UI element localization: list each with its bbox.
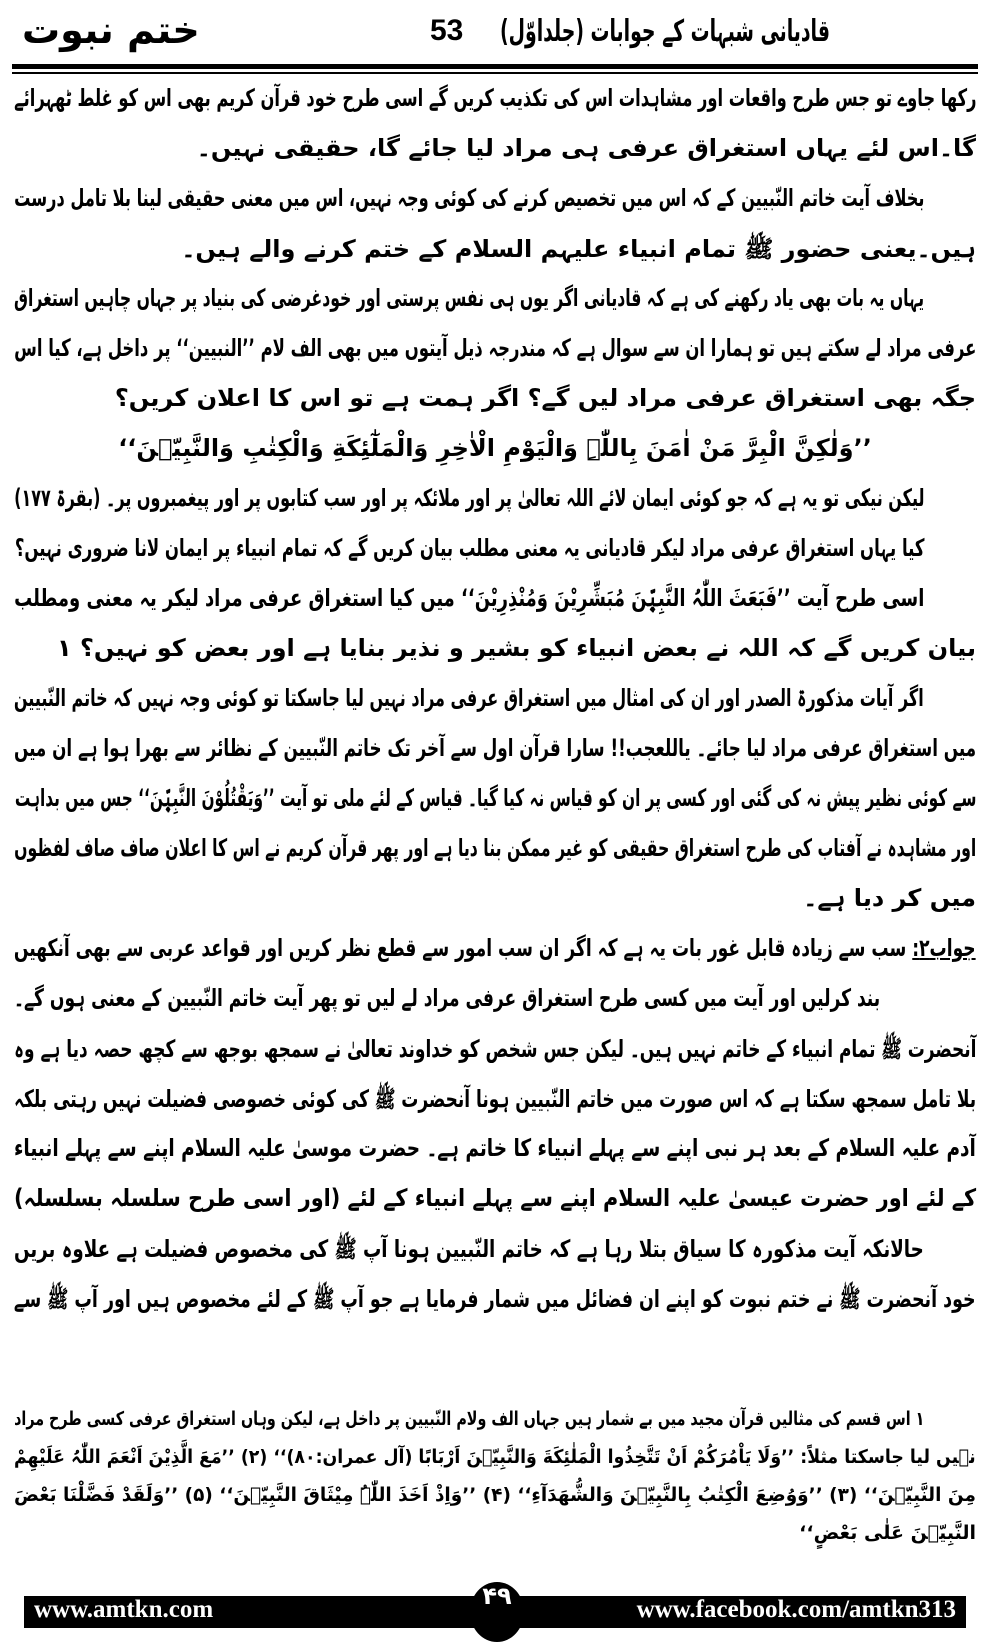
brand-title: ختم نبوت [22, 8, 200, 52]
text-line: بیان کریں گے کہ اللہ نے بعض انبیاء کو بشیر و نذیر بنایا ہے اور بعض کو نہیں؟ ۱ [56, 634, 976, 662]
text-line: حالانکہ آیت مذکورہ کا سیاق بتلا رہا ہے کہ خاتم النّبیین ہونا آپ ﷺ کی مخصوص فضیلت ہے علاوہ بریں [14, 1235, 924, 1263]
text-line: سے کوئی نظیر پیش نہ کی گئی اور کسی پر ان کو قیاس نہ کیا گیا۔ قیاس کے لئے ملی تو آیت ’’وَیَقْتُلُوْنَ النَّبِیّٖنَ‘‘ جس میں بداہت [14, 784, 976, 812]
answer-line: جواب۲: سب سے زیادہ قابل غور بات یہ ہے کہ اگر ان سب امور سے قطع نظر کریں اور قواعد عربی سے بھی آنکھیں [14, 934, 976, 962]
text-line: خود آنحضرت ﷺ نے ختم نبوت کو اپنے ان فضائل میں شمار فرمایا ہے جو آپ ﷺ کے لئے مخصوص ہیں اور آپ ﷺ سے [14, 1285, 976, 1313]
text-line: ہیں۔یعنی حضور ﷺ تمام انبیاء علیہم السلام کے ختم کرنے والے ہیں۔ [181, 235, 976, 263]
book-title: قادیانی شبہات کے جوابات (جلداوّل) [500, 14, 830, 49]
footnote-line: النَّبِیّٖنَ عَلٰی بَعْضٍ‘‘ [799, 1522, 976, 1544]
page-body [14, 84, 976, 1334]
text-line: بند کرلیں اور آیت میں کسی طرح استغراق عرفی مراد لے لیں تو پھر آیت خاتم النّبیین کے معنی ہوں گے۔ [13, 984, 880, 1012]
page-number: 53 [430, 14, 464, 47]
text-line: آدم علیہ السلام کے بعد ہر نبی اپنے سے پہلے انبیاء کا خاتم ہے۔ حضرت موسیٰ علیہ السلام اپنے سے پہلے انبیاء [14, 1134, 976, 1162]
footnote-line: مِنَ النَّبِیّٖنَ‘‘ (۳) ’’وَوُضِعَ الْکِتٰبُ بِالنَّبِیّٖنَ وَالشُّهَدَآءِ‘‘ (۴) ’’وَاِذْ اَخَذَ اللّٰہُ مِیْثَاقَ النَّبِیّٖنَ‘‘ (۵) ’’وَلَقَدْ فَضَّلْنَا بَعْضَ [14, 1484, 976, 1506]
text-line: اگر آیات مذکورۃ الصدر اور ان کی امثال میں استغراق عرفی مراد نہیں لیا جاسکتا تو کوئی وجہ نہیں کہ خاتم النّبیین [14, 684, 924, 712]
text-line: کے لئے اور حضرت عیسیٰ علیہ السلام اپنے سے پہلے انبیاء کے لئے (اور اسی طرح سلسلہ بسلسلہ) [13, 1184, 976, 1212]
footnotes [14, 1408, 976, 1560]
text-line: عرفی مراد لے سکتے ہیں تو ہمارا ان سے سوال ہے کہ مندرجہ ذیل آیتوں میں بھی الف لام ’’النبیین‘‘ پر داخل ہے، کیا اس [13, 334, 976, 362]
text-line: جگہ بھی استغراق عرفی مراد لیں گے؟ اگر ہمت ہے تو اس کا اعلان کریں؟ [114, 384, 976, 412]
text-line: اور مشاہدہ نے آفتاب کی طرح استغراق حقیقی کو غیر ممکن بنا دیا ہے اور پھر قرآن کریم نے اس کا اعلان صاف صاف لفظوں [13, 834, 976, 862]
text-line: کیا یہاں استغراق عرفی مراد لیکر قادیانی یہ معنی مطلب بیان کریں گے کہ تمام انبیاء پر ایمان لانا ضروری نہیں؟ [14, 534, 924, 562]
book-page-number: ۴۹ [470, 1582, 524, 1642]
website-link[interactable]: www.amtkn.com [34, 1596, 214, 1623]
text-line: بلا تامل سمجھ سکتا ہے کہ اس صورت میں خاتم النّبیین ہونا آنحضرت ﷺ کی کوئی خصوصی فضیلت نہیں رہتی بلکہ [13, 1085, 976, 1113]
page-footer [24, 1582, 966, 1628]
page-header [0, 8, 990, 68]
text-line: گا۔اس لئے یہاں استغراق عرفی ہی مراد لیا جائے گا، حقیقی نہیں۔ [196, 134, 976, 162]
text-line: یہاں یہ بات بھی یاد رکھنے کی ہے کہ قادیانی اگر یوں ہی نفس پرستی اور خودغرضی کی بنیاد پر جہاں چاہیں استغراق [13, 284, 924, 312]
translation-line: لیکن نیکی تو یہ ہے کہ جو کوئی ایمان لائے اللہ تعالیٰ پر اور ملائکہ پر اور سب کتابوں پر اور پیغمبروں پر۔ (بقرۃ ۱۷۷) [13, 484, 925, 512]
quran-verse: ’’وَلٰکِنَّ الْبِرَّ مَنْ اٰمَنَ بِاللّٰہِ وَالْیَوْمِ الْاٰخِرِ وَالْمَلٰٓئِکَةِ وَالْکِتٰبِ وَالنَّبِیّٖنَ‘‘ [118, 434, 872, 462]
text-line: رکھا جاوے تو جس طرح واقعات اور مشاہدات اس کی تکذیب کریں گے اسی طرح خود قرآن کریم بھی اس کو غلط ٹھہرائے [13, 84, 976, 112]
facebook-link[interactable]: www.facebook.com/amtkn313 [636, 1596, 956, 1623]
footnote-line: ۱ اس قسم کی مثالیں قرآن مجید میں بے شمار ہیں جہاں الف ولام النّبیین پر داخل ہے، لیکن وہاں استغراق عرفی کسی طرح مراد [13, 1408, 924, 1430]
header-rule-thick [12, 64, 978, 69]
text-line: بخلاف آیت خاتم النّبیین کے کہ اس میں تخصیص کرنے کی کوئی وجہ نہیں، اس میں معنی حقیقی لینا بلا تامل درست [13, 184, 924, 212]
header-rule-thin [12, 72, 978, 74]
footnote-line: نہیں لیا جاسکتا مثلاً: ’’وَلَا یَاْمُرَکُمْ اَنْ تَتَّخِذُوا الْمَلٰئِکَةَ وَالنَّبِیّٖنَ اَرْبَابًا (آل عمران:۸۰)‘‘ (۲) ’’مَعَ الَّذِیْنَ اَنْعَمَ اللّٰہُ عَلَیْهِمْ [14, 1446, 976, 1468]
text-line: آنحضرت ﷺ تمام انبیاء کے خاتم نہیں ہیں۔ لیکن جس شخص کو خداوند تعالیٰ نے سمجھ بوجھ سے کچھ حصہ دیا ہے وہ [13, 1035, 976, 1063]
text-line: اسی طرح آیت ’’فَبَعَثَ اللّٰہُ النَّبِیّٖنَ مُبَشِّرِیْنَ وَمُنْذِرِیْنَ‘‘ میں کیا استغراق عرفی مراد لیکر یہ معنی ومطلب [13, 584, 924, 612]
answer-label: جواب۲: [912, 934, 976, 962]
text-line: میں استغراق عرفی مراد لیا جائے۔ یاللعجب!! سارا قرآن اول سے آخر تک خاتم النّبیین کے نظائر سے بھرا ہوا ہے ان میں [13, 734, 976, 762]
text-line: میں کر دیا ہے۔ [803, 884, 976, 912]
